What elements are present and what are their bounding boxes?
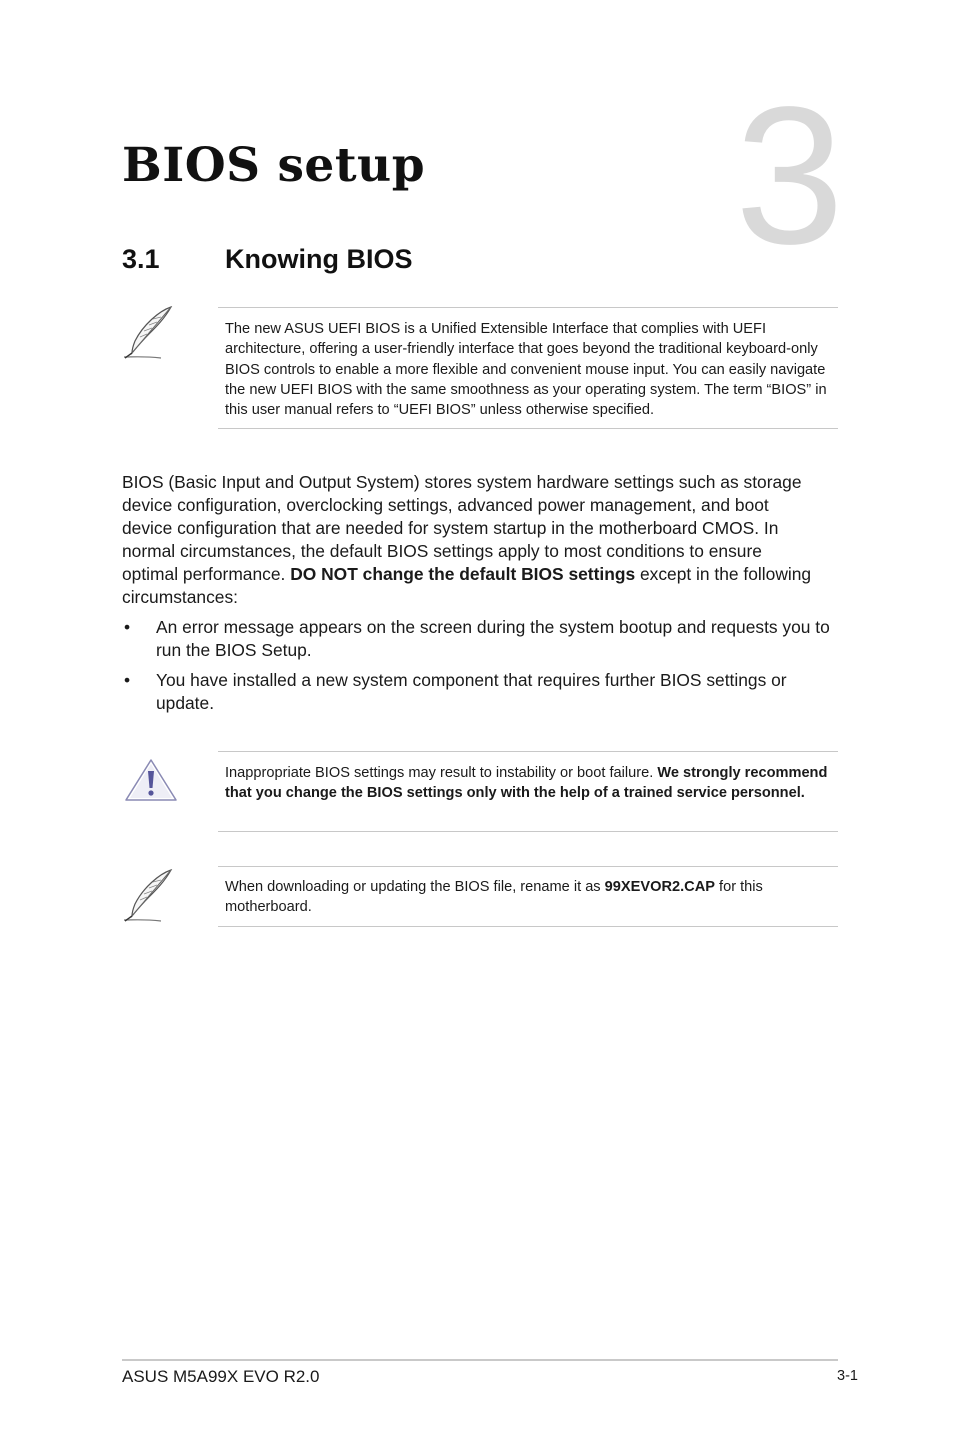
warning-text-plain: Inappropriate BIOS settings may result to instability or boot failure.: [225, 765, 658, 781]
note-box: [218, 866, 838, 927]
list-item: [122, 616, 834, 662]
list-item: [122, 669, 834, 715]
note-text-tail: for this motherboard.: [225, 879, 763, 916]
feather-pen-icon: [121, 303, 179, 366]
bullet-list: [122, 616, 834, 722]
intro-bold-text: DO NOT change the default BIOS settings: [290, 564, 636, 584]
section-heading: [122, 244, 412, 275]
list-item-text: You have installed a new system component that requires further BIOS settings or update.: [156, 670, 787, 713]
bios-filename: 99XEVOR2.CAP: [604, 879, 715, 895]
note-box: [218, 307, 838, 429]
footer-manual-name: ASUS M5A99X EVO R2.0: [122, 1367, 320, 1386]
intro-text-tail: except in the following circumstances:: [122, 564, 812, 607]
note-text: The new ASUS UEFI BIOS is a Unified Extensible Interface that complies with UEFI architecture, offering a user-friendly interface that goes beyond the traditional keyboard-only BIOS controls to enable a more flexible and convenient mouse input. You can easily navigate the new UEFI BIOS with the same smoothness as your operating system. The term “BIOS” in this user manual refers to “UEFI BIOS” unless otherwise specified.: [225, 321, 827, 419]
section-number: 3.1: [122, 244, 160, 274]
warning-text: [218, 752, 838, 804]
warning-triangle-icon: [124, 758, 178, 807]
warning-box: [218, 751, 838, 832]
footer-divider: [122, 1359, 838, 1361]
list-item-text: An error message appears on the screen during the system bootup and requests you to run the BIOS Setup.: [156, 617, 830, 660]
warning-text-bold: We strongly recommend that you change the BIOS settings only with the help of a trained service personnel.: [225, 765, 828, 802]
note-text-plain: When downloading or updating the BIOS file, rename it as: [225, 879, 605, 895]
page-number: 3-1: [837, 1368, 858, 1384]
bullet-marker: •: [124, 670, 131, 690]
intro-text: BIOS (Basic Input and Output System) stores system hardware settings such as storage device configuration, overclocking settings, advanced power management, and boot device configuration that are needed for system startup in the motherboard CMOS. In normal circumstances, the default BIOS settings apply to most conditions to ensure optimal performance.: [122, 472, 802, 584]
bullet-marker: •: [124, 617, 131, 637]
feather-pen-icon: [121, 866, 179, 929]
chapter-number: 3: [735, 66, 845, 285]
section-title: Knowing BIOS: [225, 244, 413, 274]
intro-paragraph: [122, 471, 822, 609]
note-text: [218, 867, 838, 918]
chapter-title: BIOS setup: [122, 138, 426, 193]
